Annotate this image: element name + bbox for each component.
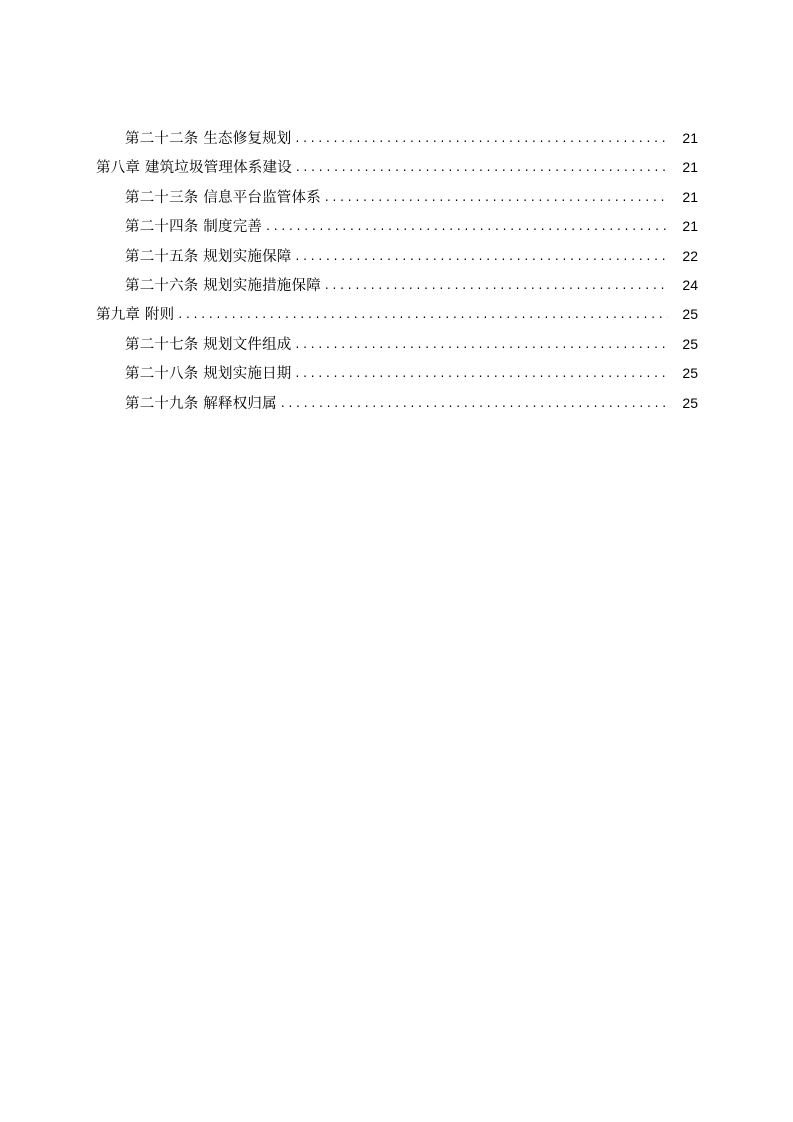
toc-page-number: 22 — [682, 247, 698, 264]
toc-page-number: 25 — [682, 365, 698, 382]
toc-dot-leader — [296, 359, 668, 388]
toc-entry-title: 第二十二条 生态修复规划 — [125, 131, 292, 147]
toc-entry-title: 第二十五条 规划实施保障 — [125, 248, 292, 265]
toc-entry-article-23[interactable] — [96, 183, 698, 212]
toc-entry-article-22[interactable] — [96, 124, 698, 153]
toc-entry-title: 第九章 附则 — [96, 307, 175, 324]
toc-page-number: 25 — [682, 394, 698, 411]
toc-dot-leader — [178, 300, 668, 329]
toc-entry-article-27[interactable] — [96, 330, 698, 359]
toc-page-number: 21 — [682, 218, 698, 235]
toc-entry-article-25[interactable] — [96, 242, 698, 271]
toc-dot-leader — [296, 124, 668, 153]
toc-dot-leader — [325, 271, 668, 300]
toc-entry-chapter-8[interactable] — [96, 153, 698, 182]
toc-entry-title: 第二十三条 信息平台监管体系 — [125, 189, 321, 206]
toc-entry-article-24[interactable] — [96, 212, 698, 241]
toc-page-number: 21 — [682, 159, 698, 176]
toc-entry-title: 第二十九条 解释权归属 — [125, 395, 277, 412]
toc-entry-chapter-9[interactable] — [96, 300, 698, 329]
toc-entry-title: 第二十四条 制度完善 — [125, 219, 263, 236]
toc-dot-leader — [296, 330, 668, 359]
toc-entry-title: 第八章 建筑垃圾管理体系建设 — [96, 160, 292, 177]
toc-page-number: 25 — [682, 335, 698, 352]
toc-entry-title: 第二十七条 规划文件组成 — [125, 336, 292, 353]
toc-page-number: 25 — [682, 306, 698, 323]
toc-dot-leader — [281, 389, 668, 418]
toc-entry-article-28[interactable] — [96, 359, 698, 388]
toc-entry-title: 第二十八条 规划实施日期 — [125, 366, 292, 383]
toc-dot-leader — [296, 242, 668, 271]
toc-dot-leader — [266, 212, 668, 241]
toc-entry-article-26[interactable] — [96, 271, 698, 300]
toc-page-number: 21 — [682, 188, 698, 205]
table-of-contents — [96, 124, 698, 418]
toc-page-number: 21 — [682, 130, 698, 146]
toc-entry-article-29[interactable] — [96, 389, 698, 418]
toc-page-number: 24 — [682, 276, 698, 293]
toc-dot-leader — [325, 183, 668, 212]
toc-dot-leader — [296, 153, 668, 182]
toc-entry-title: 第二十六条 规划实施措施保障 — [125, 277, 321, 294]
